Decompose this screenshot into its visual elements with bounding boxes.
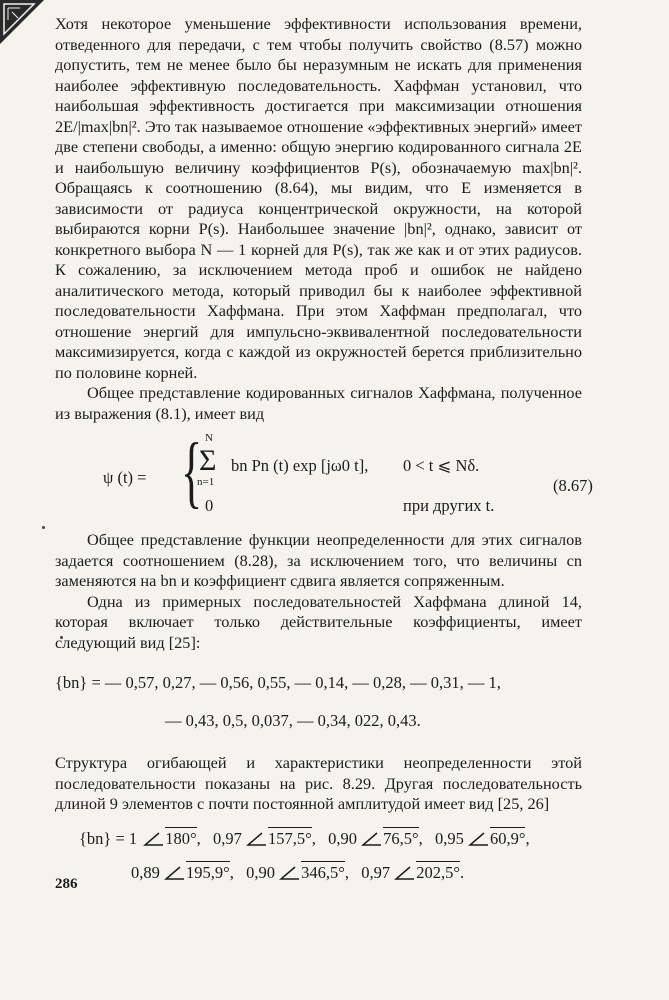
polar-term xyxy=(361,863,464,883)
polar-angle: 180° xyxy=(165,828,197,848)
sum-symbol: Σ xyxy=(199,444,217,477)
angle-icon xyxy=(468,832,490,846)
angle-icon xyxy=(394,866,416,880)
polar-magnitude: 0,90 xyxy=(246,862,280,882)
polar-angle: 60,9° xyxy=(489,828,526,848)
polar-angle: 157,5° xyxy=(268,828,312,848)
equation-number: (8.67) xyxy=(553,476,593,495)
formula-condition1: 0 < t ⩽ Nδ. xyxy=(403,456,480,475)
formula-brace: { xyxy=(181,428,203,516)
corner-ornament-icon xyxy=(0,0,44,44)
polar-angle: 202,5° xyxy=(416,862,460,882)
sequence-line-1: {bn} = — 0,57, 0,27, — 0,56, 0,55, — 0,14, — 0,28, — 0,31, — 1, xyxy=(55,673,501,692)
paragraph-signal-representation: Общее представление кодированных сигналов Хаффмана, полученное из выражения (8.1), имеет вид xyxy=(55,383,582,423)
separator: , xyxy=(311,828,325,848)
angle-icon xyxy=(246,832,268,846)
angle-icon xyxy=(143,832,165,846)
page-number: 286 xyxy=(55,876,78,892)
polar-term xyxy=(143,829,209,849)
sequence-line-2: — 0,43, 0,5, 0,037, — 0,34, 022, 0,43. xyxy=(165,711,421,730)
angle-icon xyxy=(361,832,383,846)
paragraph-example-sequence: Одна из примерных последовательностей Хаффмана длиной 14, которая включает только действительные коэффициенты, имеет следующий вид [25]: xyxy=(55,591,582,652)
polar-magnitude: 0,95 xyxy=(434,828,468,848)
polar-magnitude: 0,89 xyxy=(131,862,164,882)
separator: , xyxy=(525,828,530,848)
separator: , xyxy=(196,828,210,848)
polar-angle: 346,5° xyxy=(301,862,345,882)
paragraph-structure: Структура огибающей и характеристики неопределенности этой последовательности показаны на рис. 8.29. Другая последовательность длиной 9 элементов с почти постоянной амплитудой имеет вид [25, 26] xyxy=(55,753,582,813)
polar-term xyxy=(131,863,242,883)
formula-condition2: при других t. xyxy=(403,496,495,515)
formula-row2: 0 xyxy=(205,496,214,515)
polar-term xyxy=(213,829,324,849)
formula-row1: bn Pn (t) exp [jω0 t], xyxy=(231,456,369,475)
sequence-length-14 xyxy=(55,671,582,733)
sum-upper-limit: N xyxy=(205,432,213,444)
sequence-length-9-row2 xyxy=(55,863,582,883)
separator: , xyxy=(344,862,358,882)
sequence2-lhs: {bn} = 1 xyxy=(79,828,138,848)
polar-term xyxy=(435,829,530,849)
separator: , xyxy=(229,862,243,882)
formula-8-67 xyxy=(55,428,593,524)
polar-magnitude: 0,97 xyxy=(213,828,247,848)
sequence-length-9-row1 xyxy=(55,829,582,849)
formula-lhs: ψ (t) = xyxy=(103,468,147,487)
margin-speck xyxy=(42,526,45,529)
separator: . xyxy=(459,862,465,882)
separator: , xyxy=(418,828,431,848)
paragraph-ambiguity-function: Общее представление функции неопределенности для этих сигналов задается соотношением (8.28), за исключением того, что величины cn заменяются на bn и коэффициент сдвига является сопряженным. xyxy=(55,530,582,590)
sum-lower-limit: n=1 xyxy=(197,476,215,488)
angle-icon xyxy=(279,866,301,880)
paragraph-huffman-efficiency: Хотя некоторое уменьшение эффективности использования времени, отведенного для передачи, с тем чтобы получить свойство (8.57) можно допустить, тем не менее было бы неразумным не искать для применения наиболее эффективную последовательность. Хаффман установил, что наибольшая эффективность достигается при максимизации отношения 2E/|max|bn|². Это так называемое отношение «эффективных энергий» имеет две степени свободы, а именно: общую энергию кодированного сигнала 2E и наибольшую величину коэффициентов P(s), обозначаемую max|bn|². Обращаясь к соотношению (8.64), мы видим, что E изменяется в зависимости от радиуса концентрической окружности, на которой выбираются корни P(s). Наибольшее значение |bn|², однако, зависит от конкретного выбора N — 1 корней для P(s), так же как и от этих радиусов. К сожалению, за исключением метода проб и ошибок не найдено аналитического метода, который приводил бы к наиболее эффективной последовательности Хаффмана. При этом Хаффман предполагал, что отношение энергий для импульсно-эквивалентной последовательности максимизируется, когда с каждой из окружностей берется приблизительно по половине корней. xyxy=(55,14,582,382)
polar-angle: 195,9° xyxy=(186,862,230,882)
polar-term xyxy=(246,863,357,883)
polar-term xyxy=(328,829,431,849)
polar-magnitude: 0,90 xyxy=(328,828,362,848)
polar-angle: 76,5° xyxy=(383,828,419,848)
polar-magnitude: 0,97 xyxy=(361,862,395,882)
page-body xyxy=(55,14,593,883)
angle-icon xyxy=(164,866,186,880)
